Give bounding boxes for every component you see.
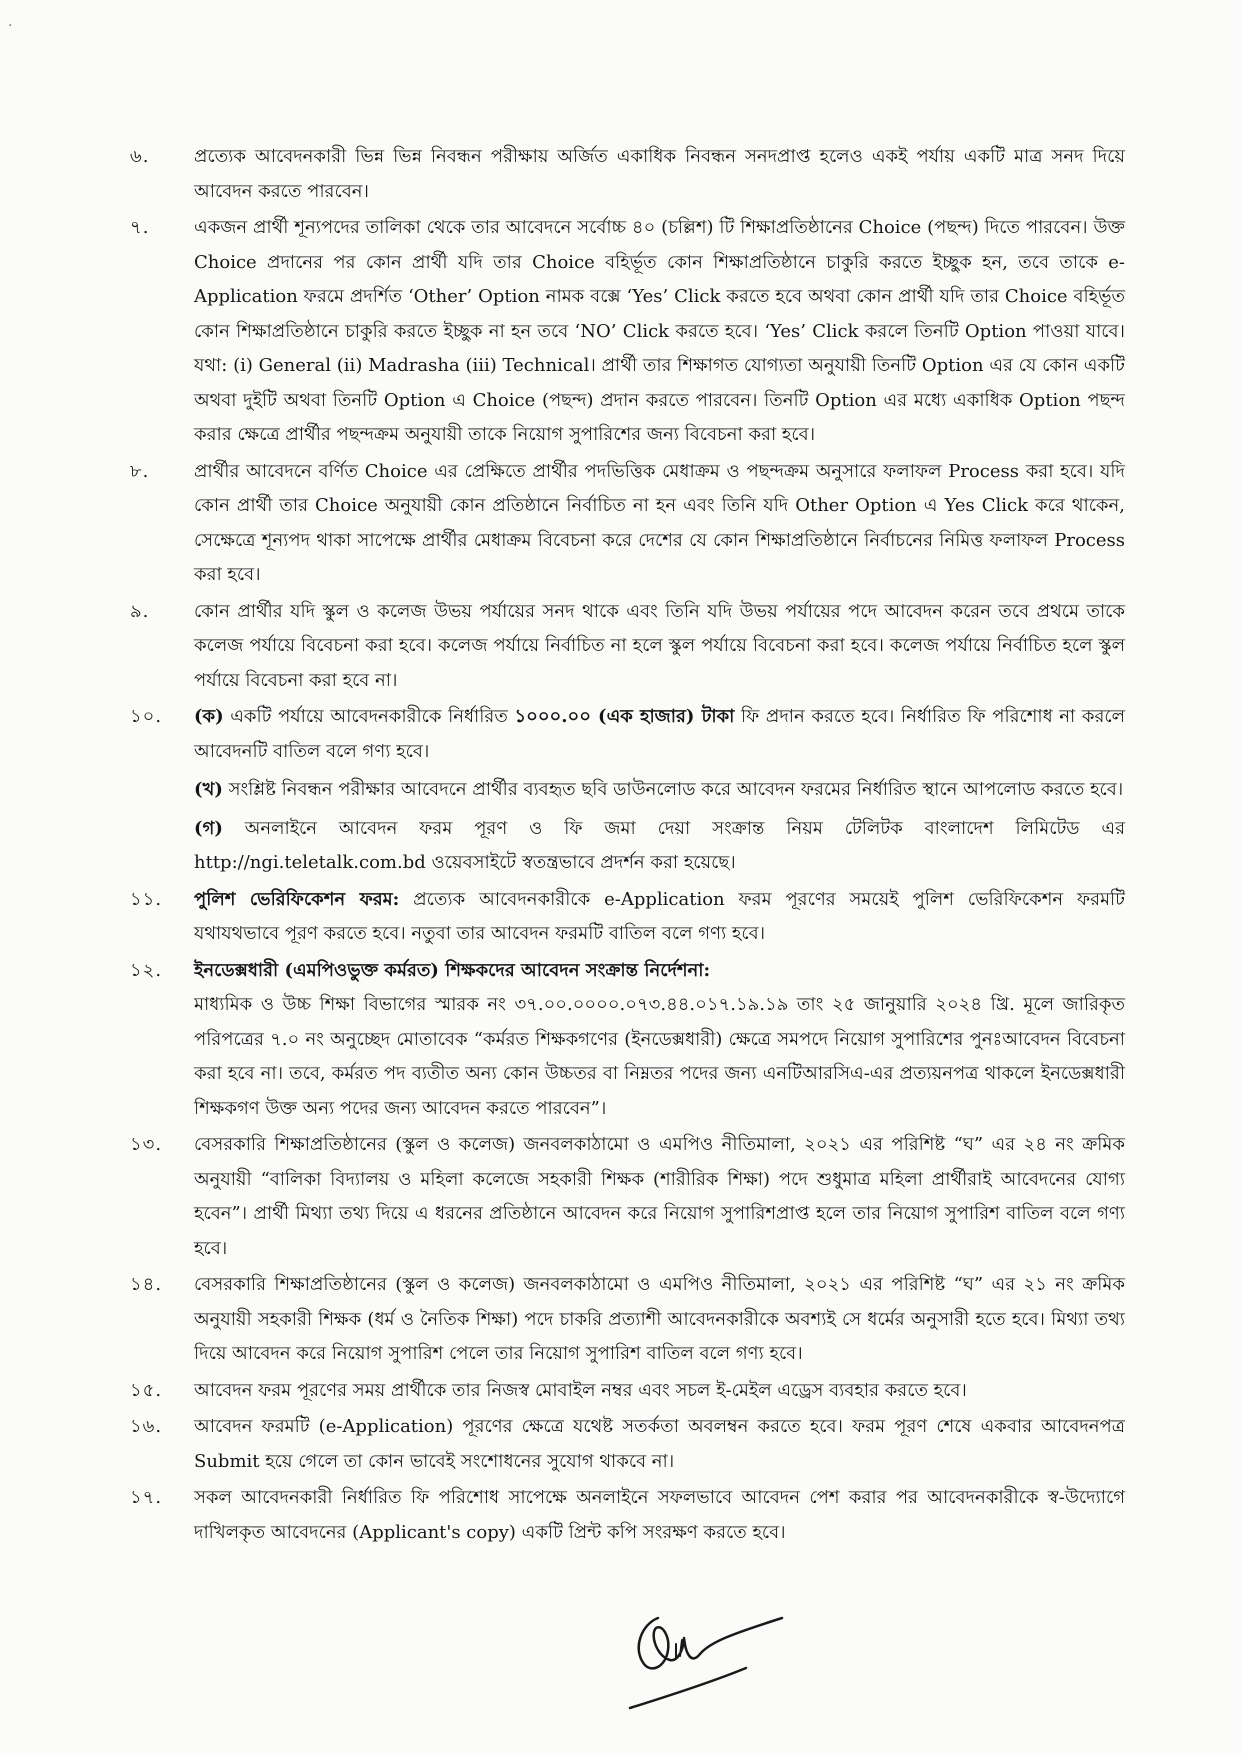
item-text: একজন প্রার্থী শূন্যপদের তালিকা থেকে তার আবেদনে সর্বোচ্চ ৪০ (চল্লিশ) টি শিক্ষাপ্রতিষ্ঠানের Choice (পছন্দ) দিতে পারবেন। উক্ত Choice প্রদানের পর কোন প্রার্থী যদি তার Choice বহির্ভূত কোন শিক্ষাপ্রতিষ্ঠানে চাকুরি করতে ইচ্ছুক হন, তবে তাকে e-Application ফরমে প্রদর্শিত ‘Other’ Option নামক বক্সে ‘Yes’ Click করতে হবে অথবা কোন প্রার্থী যদি তার Choice বহির্ভূত কোন শিক্ষাপ্রতিষ্ঠানে চাকুরি করতে ইচ্ছুক না হন তবে ‘NO’ Click করতে হবে। ‘Yes’ Click করলে তিনটি Option পাওয়া যাবে। যথা: (i) General (ii) Madrasha (iii) Technical। প্রার্থী তার শিক্ষাগত যোগ্যতা অনুযায়ী তিনটি Option এর যে কোন একটি অথবা দুইটি অথবা তিনটি Option এ Choice (পছন্দ) প্রদান করতে পারবেন। তিনটি Option এর মধ্যে একাধিক Option পছন্দ করার ক্ষেত্রে প্রার্থীর পছন্দক্রম অনুযায়ী তাকে নিয়োগ সুপারিশের জন্য বিবেচনা করা হবে। — [194, 217, 1125, 445]
list-item — [130, 1374, 1125, 1409]
sub-label: (খ) — [194, 779, 223, 800]
item-text: প্রার্থীর আবেদনে বর্ণিত Choice এর প্রেক্ষিতে প্রার্থীর পদভিত্তিক মেধাক্রম ও পছন্দক্রম অনুসারে ফলাফল Process করা হবে। যদি কোন প্রার্থী তার Choice অনুযায়ী কোন প্রতিষ্ঠানে নির্বাচিত না হন এবং তিনি যদি Other Option এ Yes Click করে থাকেন, সেক্ষেত্রে শূন্যপদ থাকা সাপেক্ষে প্রার্থীর মেধাক্রম বিবেচনা করে দেশের যে কোন শিক্ষাপ্রতিষ্ঠানে নির্বাচনের নিমিত্ত ফলাফল Process করা হবে। — [194, 460, 1125, 585]
list-item-fee — [130, 700, 1125, 881]
sub-label: (গ) — [194, 817, 223, 839]
sub-item-b — [194, 773, 1125, 808]
sub-text: সংশ্লিষ্ট নিবন্ধন পরীক্ষার আবেদনে প্রার্থীর ব্যবহৃত ছবি ডাউনলোড করে আবেদন ফরমের নির্ধারিত স্থানে আপলোড করতে হবে। — [222, 779, 1124, 800]
list-item — [130, 140, 1125, 209]
item-number: ১১. — [130, 888, 163, 910]
item-number: ১৪. — [130, 1274, 163, 1295]
list-item — [130, 954, 1125, 1127]
list-item — [130, 1128, 1125, 1266]
list-item — [130, 883, 1125, 952]
item-text: কোন প্রার্থীর যদি স্কুল ও কলেজ উভয় পর্যায়ের সনদ থাকে এবং তিনি যদি উভয় পর্যায়ের পদে আবেদন করেন তবে প্রথমে তাকে কলেজ পর্যায়ে বিবেচনা করা হবে। কলেজ পর্যায়ে নির্বাচিত না হলে স্কুল পর্যায়ে বিবেচনা করা হবে। কলেজ পর্যায়ে নির্বাচিত হলে স্কুল পর্যায়ে বিবেচনা করা হবে না। — [194, 600, 1125, 691]
item-number: ৯. — [130, 600, 150, 622]
item-text: মাধ্যমিক ও উচ্চ শিক্ষা বিভাগের স্মারক নং ৩৭.০০.০০০০.০৭৩.৪৪.০১৭.১৯.১৯ তাং ২৫ জানুয়ারি ২০২৪ খ্রি. মূলে জারিকৃত পরিপত্রের ৭.০ নং অনুচ্ছেদ মোতাবেক “কর্মরত শিক্ষকগণের (ইনডেক্সধারী) ক্ষেত্রে সমপদে নিয়োগ সুপারিশের পুনঃআবেদন বিবেচনা করা হবে না। তবে, কর্মরত পদ ব্যতীত অন্য কোন উচ্চতর বা নিম্নতর পদের জন্য এনটিআরসিএ-এর প্রত্যয়নপত্র থাকলে ইনডেক্সধারী শিক্ষকগণ উক্ত অন্য পদের জন্য আবেদন করতে পারবেন”। — [194, 994, 1125, 1119]
item-text — [194, 883, 1125, 952]
instruction-list — [130, 140, 1125, 1552]
item-body: প্রত্যেক আবেদনকারীকে e-Application ফরম পূরণের সময়েই পুলিশ ভেরিফিকেশন ফরমটি যথাযথভাবে পূরণ করতে হবে। নতুবা তার আবেদন ফরমটি বাতিল বলে গণ্য হবে। — [194, 888, 1125, 944]
item-number: ৬. — [130, 146, 150, 167]
item-text: আবেদন ফরম পূরণের সময় প্রার্থীকে তার নিজস্ব মোবাইল নম্বর এবং সচল ই-মেইল এড্রেস ব্যবহার করতে হবে। — [194, 1379, 967, 1401]
item-text: বেসরকারি শিক্ষাপ্রতিষ্ঠানের (স্কুল ও কলেজ) জনবলকাঠামো ও এমপিও নীতিমালা, ২০২১ এর পরিশিষ্ট “ঘ” এর ২৪ নং ক্রমিক অনুযায়ী “বালিকা বিদ্যালয় ও মহিলা কলেজে সহকারী শিক্ষক (শারীরিক শিক্ষা) পদে শুধুমাত্র মহিলা প্রার্থীরাই আবেদনের যোগ্য হবেন”। প্রার্থী মিথ্যা তথ্য দিয়ে এ ধরনের প্রতিষ্ঠানে আবেদন করে নিয়োগ সুপারিশপ্রাপ্ত হলে তার নিয়োগ সুপারিশ বাতিল বলে গণ্য হবে। — [194, 1134, 1125, 1259]
signature — [622, 1598, 802, 1718]
list-item — [130, 211, 1125, 453]
item-text: প্রত্যেক আবেদনকারী ভিন্ন ভিন্ন নিবন্ধন পরীক্ষায় অর্জিত একাধিক নিবন্ধন সনদপ্রাপ্ত হলেও একই পর্যায় একটি মাত্র সনদ দিয়ে আবেদন করতে পারবেন। — [194, 146, 1125, 202]
sub-text: ফি প্রদান করতে হবে। নির্ধারিত ফি পরিশোধ না করলে আবেদনটি বাতিল বলে গণ্য হবে। — [194, 706, 1125, 762]
list-item — [130, 595, 1125, 699]
sub-item-c — [194, 812, 1125, 881]
item-number: ৮. — [130, 460, 150, 482]
item-text: আবেদন ফরমটি (e-Application) পূরণের ক্ষেত্রে যথেষ্ট সতর্কতা অবলম্বন করতে হবে। ফরম পূরণ শেষে একবার আবেদনপত্র Submit হয়ে গেলে তা কোন ভাবেই সংশোধনের সুযোগ থাকবে না। — [194, 1416, 1125, 1472]
fee-amount: ১০০০.০০ (এক হাজার) টাকা — [514, 706, 735, 727]
sub-label: (ক) — [194, 706, 224, 727]
list-item — [130, 1410, 1125, 1479]
item-number: ১০. — [130, 706, 163, 727]
sub-item-a — [194, 700, 1125, 769]
item-heading: পুলিশ ভেরিফিকেশন ফরম: — [194, 888, 400, 910]
item-number: ১২. — [130, 959, 163, 981]
item-number: ১৭. — [130, 1487, 163, 1508]
item-number: ৭. — [130, 217, 150, 238]
item-number: ১৩. — [130, 1134, 163, 1155]
list-item — [130, 1481, 1125, 1550]
corner-mark: · — [8, 18, 13, 34]
list-item — [130, 1268, 1125, 1372]
sub-text: অনলাইনে আবেদন ফরম পূরণ ও ফি জমা দেয়া সংক্রান্ত নিয়ম টেলিটক বাংলাদেশ লিমিটেড এর http://ngi.teletalk.com.bd ওয়েবসাইটে স্বতন্ত্রভাবে প্রদর্শন করা হয়েছে। — [194, 817, 1125, 873]
sub-text: একটি পর্যায়ে আবেদনকারীকে নির্ধারিত — [223, 706, 515, 727]
item-text: বেসরকারি শিক্ষাপ্রতিষ্ঠানের (স্কুল ও কলেজ) জনবলকাঠামো ও এমপিও নীতিমালা, ২০২১ এর পরিশিষ্ট “ঘ” এর ২১ নং ক্রমিক অনুযায়ী সহকারী শিক্ষক (ধর্ম ও নৈতিক শিক্ষা) পদে চাকরি প্রত্যাশী আবেদনকারীকে অবশ্যই সে ধর্মের অনুসারী হতে হবে। মিথ্যা তথ্য দিয়ে আবেদন করে নিয়োগ সুপারিশ পেলে তার নিয়োগ সুপারিশ বাতিল বলে গণ্য হবে। — [194, 1274, 1125, 1364]
list-item — [130, 455, 1125, 593]
item-number: ১৬. — [130, 1416, 163, 1437]
item-heading: ইনডেক্সধারী (এমপিওভুক্ত কর্মরত) শিক্ষকদের আবেদন সংক্রান্ত নির্দেশনা: — [194, 959, 711, 981]
item-text: সকল আবেদনকারী নির্ধারিত ফি পরিশোধ সাপেক্ষে অনলাইনে সফলভাবে আবেদন পেশ করার পর আবেদনকারীকে স্ব-উদ্যোগে দাখিলকৃত আবেদনের (Applicant's copy) একটি প্রিন্ট কপি সংরক্ষণ করতে হবে। — [194, 1487, 1125, 1543]
item-number: ১৫. — [130, 1379, 163, 1401]
